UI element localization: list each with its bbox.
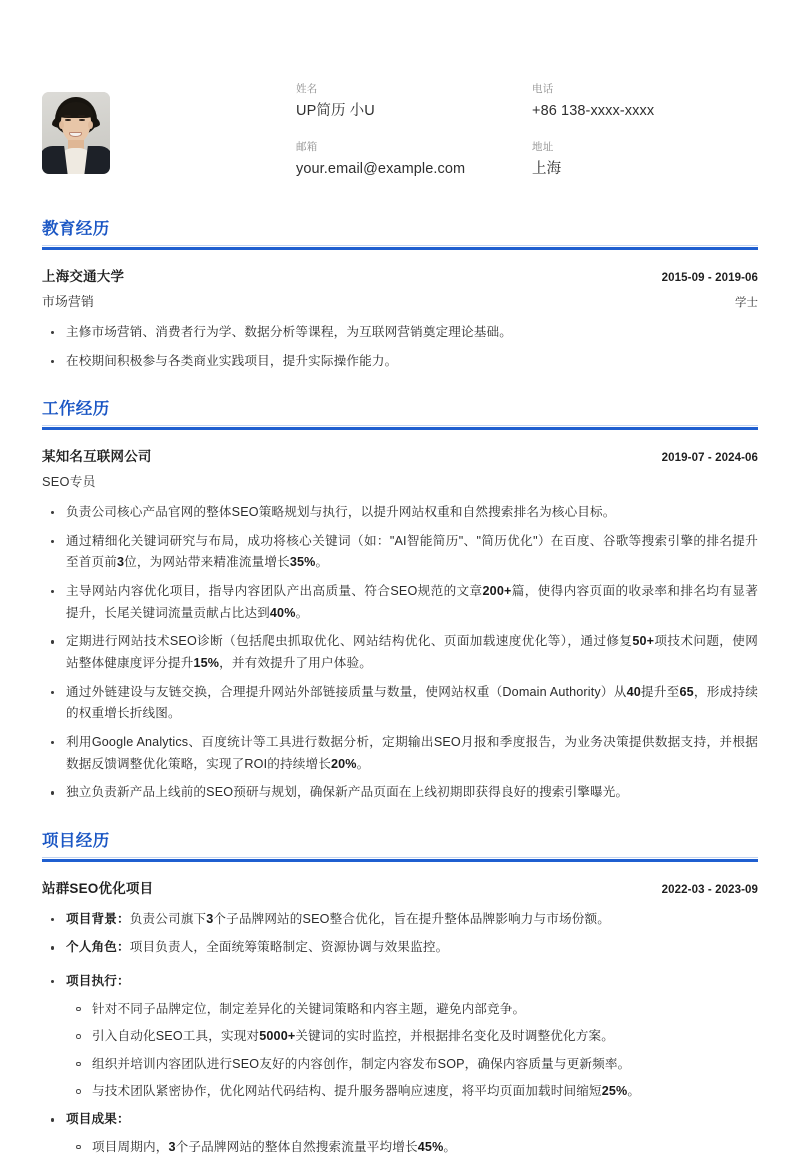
photo-ear-left: [59, 121, 64, 129]
bullet-group-lead: 项目成果：: [66, 1112, 130, 1127]
sub-bullet-list: [66, 999, 758, 1104]
section-project: [42, 811, 758, 1159]
contact-label-email: 邮箱: [296, 140, 318, 153]
contact-info-grid: [138, 82, 758, 179]
entry-date: 2019-07 - 2024-06: [661, 452, 758, 465]
bullet-item: 定期进行网站技术SEO诊断（包括爬虫抓取优化、网站结构优化、页面加载速度优化等），通过修复50+项技术问题，使网站整体健康度评分提升15%，并有效提升了用户体验。: [42, 631, 758, 674]
section-education: [42, 199, 758, 372]
section-title-work: 工作经历: [42, 400, 110, 419]
photo-brow-left: [64, 115, 71, 117]
resume-sections: [42, 199, 758, 1158]
entry-bullet-list: [42, 322, 758, 372]
photo-ear-right: [88, 121, 93, 129]
contact-field-email: [296, 140, 522, 180]
section-rule-thin: [42, 245, 758, 246]
entry-group-list: [42, 971, 758, 1159]
bullet-item: 主修市场营销、消费者行为学、数据分析等课程，为互联网营销奠定理论基础。: [42, 322, 758, 344]
entry: [42, 430, 758, 804]
contact-value-address: 上海: [532, 160, 562, 177]
bullet-item: 个人角色：项目负责人，全面统筹策略制定、资源协调与效果监控。: [42, 937, 758, 959]
entry-title: 站群SEO优化项目: [42, 880, 154, 896]
photo-jacket-left: [42, 146, 68, 174]
contact-field-name: [296, 82, 522, 122]
bullet-item: 项目背景：负责公司旗下3个子品牌网站的SEO整合优化，旨在提升整体品牌影响力与市场份额。: [42, 909, 758, 931]
section-rule-thin: [42, 857, 758, 858]
entry-subtitle: 市场营销: [42, 294, 94, 310]
resume-header: [42, 0, 758, 199]
section-work: [42, 379, 758, 804]
entry-title-row: [42, 445, 758, 465]
profile-photo-wrap: [42, 82, 110, 174]
section-rule-thin: [42, 425, 758, 426]
contact-label-name: 姓名: [296, 83, 318, 95]
contact-value-phone: +86 138-xxxx-xxxx: [532, 103, 655, 120]
bullet-group-lead: 项目执行：: [66, 973, 130, 988]
photo-jacket-right: [84, 146, 110, 174]
contact-field-address: [532, 140, 758, 180]
sub-bullet-list: [66, 1137, 758, 1159]
contact-value-email: your.email@example.com: [296, 160, 466, 177]
entry-title: 上海交通大学: [42, 269, 125, 285]
sub-bullet-item: 针对不同子品牌定位，制定差异化的关键词策略和内容主题，避免内部竞争。: [66, 999, 758, 1021]
section-title-education: 教育经历: [42, 220, 110, 239]
entry-bullet-list: [42, 909, 758, 959]
entry: [42, 862, 758, 1159]
contact-field-phone: [532, 82, 758, 122]
photo-brow-right: [78, 115, 85, 117]
entry-date: 2022-03 - 2023-09: [661, 883, 758, 896]
entry-meta: 学士: [735, 297, 758, 310]
entry: [42, 250, 758, 372]
entry-date: 2015-09 - 2019-06: [661, 272, 758, 285]
bullet-item: 通过精细化关键词研究与布局，成功将核心关键词（如："AI智能简历"、"简历优化"）在百度、谷歌等搜索引擎的排名提升至首页前3位，为网站带来精准流量增长35%。: [42, 531, 758, 574]
contact-label-phone: 电话: [532, 83, 554, 95]
contact-label-address: 地址: [532, 140, 554, 153]
bullet-group: [42, 971, 758, 1103]
profile-photo: [42, 92, 110, 174]
sub-bullet-item: 引入自动化SEO工具，实现对5000+关键词的实时监控，并根据排名变化及时调整优化方案。: [66, 1026, 758, 1048]
section-title-project: 项目经历: [42, 831, 110, 850]
bullet-item: 独立负责新产品上线前的SEO预研与规划，确保新产品页面在上线初期即获得良好的搜索引擎曝光。: [42, 782, 758, 804]
entry-title: 某知名互联网公司: [42, 449, 152, 465]
bullet-item: 通过外链建设与友链交换，合理提升网站外部链接质量与数量，使网站权重（Domain Authority）从40提升至65，形成持续的权重增长折线图。: [42, 682, 758, 725]
entry-subtitle-row: [42, 471, 758, 490]
contact-value-name: UP简历 小U: [296, 103, 375, 120]
sub-bullet-item: 与技术团队紧密协作，优化网站代码结构、提升服务器响应速度，将平均页面加载时间缩短25%。: [66, 1081, 758, 1103]
bullet-item: 利用Google Analytics、百度统计等工具进行数据分析，定期输出SEO月报和季度报告，为业务决策提供数据支持，并根据数据反馈调整优化策略，实现了ROI的持续增长20%。: [42, 732, 758, 775]
sub-bullet-item: 组织并培训内容团队进行SEO友好的内容创作，制定内容发布SOP，确保内容质量与更新频率。: [66, 1054, 758, 1076]
sub-bullet-item: 项目周期内，3个子品牌网站的整体自然搜索流量平均增长45%。: [66, 1137, 758, 1159]
entry-bullet-list: [42, 502, 758, 804]
entry-subtitle: SEO专员: [42, 474, 96, 490]
bullet-item: 在校期间积极参与各类商业实践项目，提升实际操作能力。: [42, 351, 758, 373]
entry-title-row: [42, 265, 758, 285]
entry-subtitle-row: [42, 291, 758, 310]
bullet-item: 负责公司核心产品官网的整体SEO策略规划与执行，以提升网站权重和自然搜索排名为核心目标。: [42, 502, 758, 524]
entry-title-row: [42, 877, 758, 897]
bullet-item: 主导网站内容优化项目，指导内容团队产出高质量、符合SEO规范的文章200+篇，使得内容页面的收录率和排名均有显著提升，长尾关键词流量贡献占比达到40%。: [42, 581, 758, 624]
bullet-group: [42, 1109, 758, 1158]
